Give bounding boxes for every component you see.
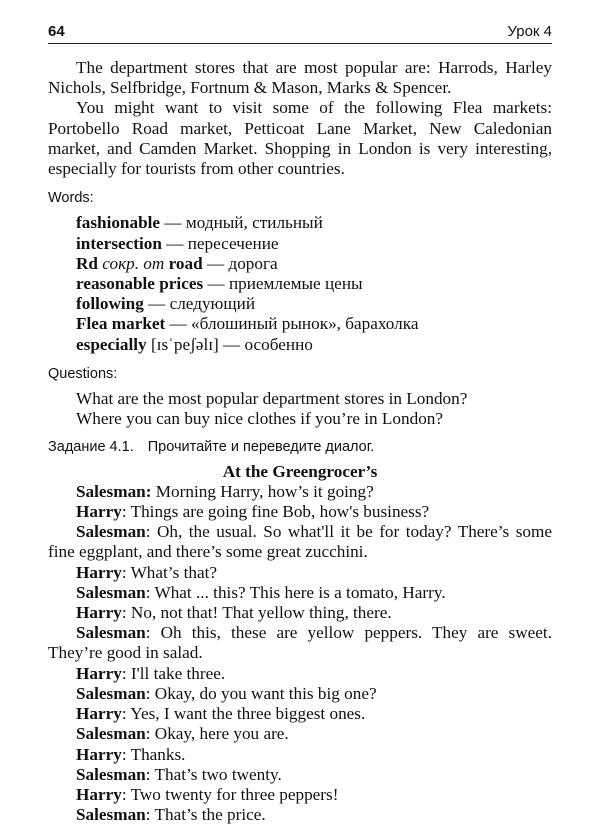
speaker: Harry xyxy=(76,744,122,764)
dialogue-line xyxy=(48,563,552,583)
dialogue-line xyxy=(48,785,552,805)
word-entry xyxy=(76,254,552,274)
task-text: Прочитайте и переведите диалог. xyxy=(147,439,375,456)
line-text: : I'll take three. xyxy=(121,663,226,683)
word-translation: следующий xyxy=(169,294,256,314)
page-body xyxy=(48,58,552,825)
line-text: : Yes, I want the three biggest ones. xyxy=(121,704,366,724)
word-term: especially xyxy=(76,334,147,354)
word-note: сокр. от xyxy=(97,253,169,273)
questions-label: Questions: xyxy=(48,365,118,382)
line-text: : Things are going fine Bob, how's business? xyxy=(121,502,430,522)
word-entry xyxy=(76,234,552,254)
word-entry xyxy=(76,294,552,314)
speaker: Harry xyxy=(76,784,122,804)
speaker: Harry xyxy=(76,704,122,724)
line-text: : That’s two twenty. xyxy=(145,764,282,784)
dialogue-line xyxy=(48,745,552,765)
dialogue-line xyxy=(48,684,552,704)
dialogue-line xyxy=(48,482,552,502)
dialogue-line xyxy=(48,805,552,825)
task-number: Задание 4.1. xyxy=(48,439,134,456)
speaker: Harry xyxy=(76,502,122,522)
task-heading xyxy=(48,437,552,457)
dialogue-title: At the Greengrocer’s xyxy=(222,461,378,481)
word-translation: «блошиный рынок», барахолка xyxy=(191,314,419,334)
word-dash: — xyxy=(202,253,229,273)
speaker: Salesman xyxy=(76,623,146,643)
dialogue-line xyxy=(48,664,552,684)
speaker: Salesman xyxy=(76,724,146,744)
word-dash: — xyxy=(143,294,170,314)
line-text: : Oh this, these are yellow peppers. They are sweet. They’re good in salad. xyxy=(48,623,552,663)
word-translation: модный, стильный xyxy=(185,213,323,233)
dialogue-line xyxy=(48,724,552,744)
word-term: following xyxy=(76,294,144,314)
line-text: Morning Harry, how’s it going? xyxy=(151,481,374,501)
word-translation: дорога xyxy=(228,253,278,273)
dialogue-line xyxy=(48,502,552,522)
word-transcription: [ɪsˈpeʃəlɪ] xyxy=(146,334,219,354)
paragraph: You might want to visit some of the following Flea markets: Portobello Road market, Petticoat Lane Market, New Caledonian market, and Camden Market. Shopping in London is very interesting, especially for tourists from other countries. xyxy=(48,98,552,179)
question: What are the most popular department stores in London? xyxy=(76,389,468,409)
dialogue-line xyxy=(48,522,552,562)
speaker: Salesman xyxy=(76,522,146,542)
speaker: Harry xyxy=(76,603,122,623)
word-list xyxy=(48,213,552,354)
word-dash: — xyxy=(161,233,188,253)
word-translation: особенно xyxy=(244,334,313,354)
dialogue-line xyxy=(48,765,552,785)
word-dash: — xyxy=(165,314,192,334)
word-dash: — xyxy=(203,274,229,294)
question: Where you can buy nice clothes if you’re in London? xyxy=(76,409,444,429)
line-text: : Two twenty for three peppers! xyxy=(121,784,339,804)
speaker: Salesman: xyxy=(76,481,152,501)
dialogue-line xyxy=(48,603,552,623)
word-term: reasonable prices xyxy=(76,274,204,294)
speaker: Salesman xyxy=(76,764,146,784)
line-text: : Oh, the usual. So what'll it be for today? There’s some fine eggplant, and there’s some great zucchini. xyxy=(48,522,552,562)
page-header xyxy=(48,14,552,44)
line-text: : Okay, do you want this big one? xyxy=(145,683,377,703)
dialogue-line xyxy=(48,623,552,663)
word-entry xyxy=(76,274,552,294)
speaker: Harry xyxy=(76,663,122,683)
word-dash: — xyxy=(160,213,186,233)
words-label: Words: xyxy=(48,190,94,207)
word-entry xyxy=(76,335,552,355)
dialogue xyxy=(48,482,552,825)
dialogue-line xyxy=(48,583,552,603)
word-translation: пересечение xyxy=(187,233,279,253)
word-entry xyxy=(76,213,552,233)
word-entry xyxy=(76,314,552,334)
word-term: intersection xyxy=(76,233,162,253)
word-term: Flea market xyxy=(76,314,166,334)
word-term: Rd xyxy=(76,253,98,273)
speaker: Salesman xyxy=(76,805,146,825)
word-term: fashionable xyxy=(76,213,161,233)
line-text: : Thanks. xyxy=(121,744,186,764)
line-text: : No, not that! That yellow thing, there. xyxy=(121,603,392,623)
word-term: road xyxy=(168,253,203,273)
speaker: Salesman xyxy=(76,582,146,602)
line-text: : That’s the price. xyxy=(145,805,266,825)
word-translation: приемлемые цены xyxy=(228,274,363,294)
word-dash: — xyxy=(218,334,245,354)
page-number: 64 xyxy=(48,23,65,40)
question-list xyxy=(48,389,552,429)
line-text: : Okay, here you are. xyxy=(145,724,289,744)
speaker: Harry xyxy=(76,562,122,582)
line-text: : What ... this? This here is a tomato, Harry. xyxy=(145,582,446,602)
line-text: : What’s that? xyxy=(121,562,217,582)
lesson-title: Урок 4 xyxy=(507,23,552,40)
speaker: Salesman xyxy=(76,683,146,703)
paragraph: The department stores that are most popular are: Harrods, Harley Nichols, Selfbridge, Fortnum & Mason, Marks & Spencer. xyxy=(48,58,552,98)
dialogue-line xyxy=(48,704,552,724)
